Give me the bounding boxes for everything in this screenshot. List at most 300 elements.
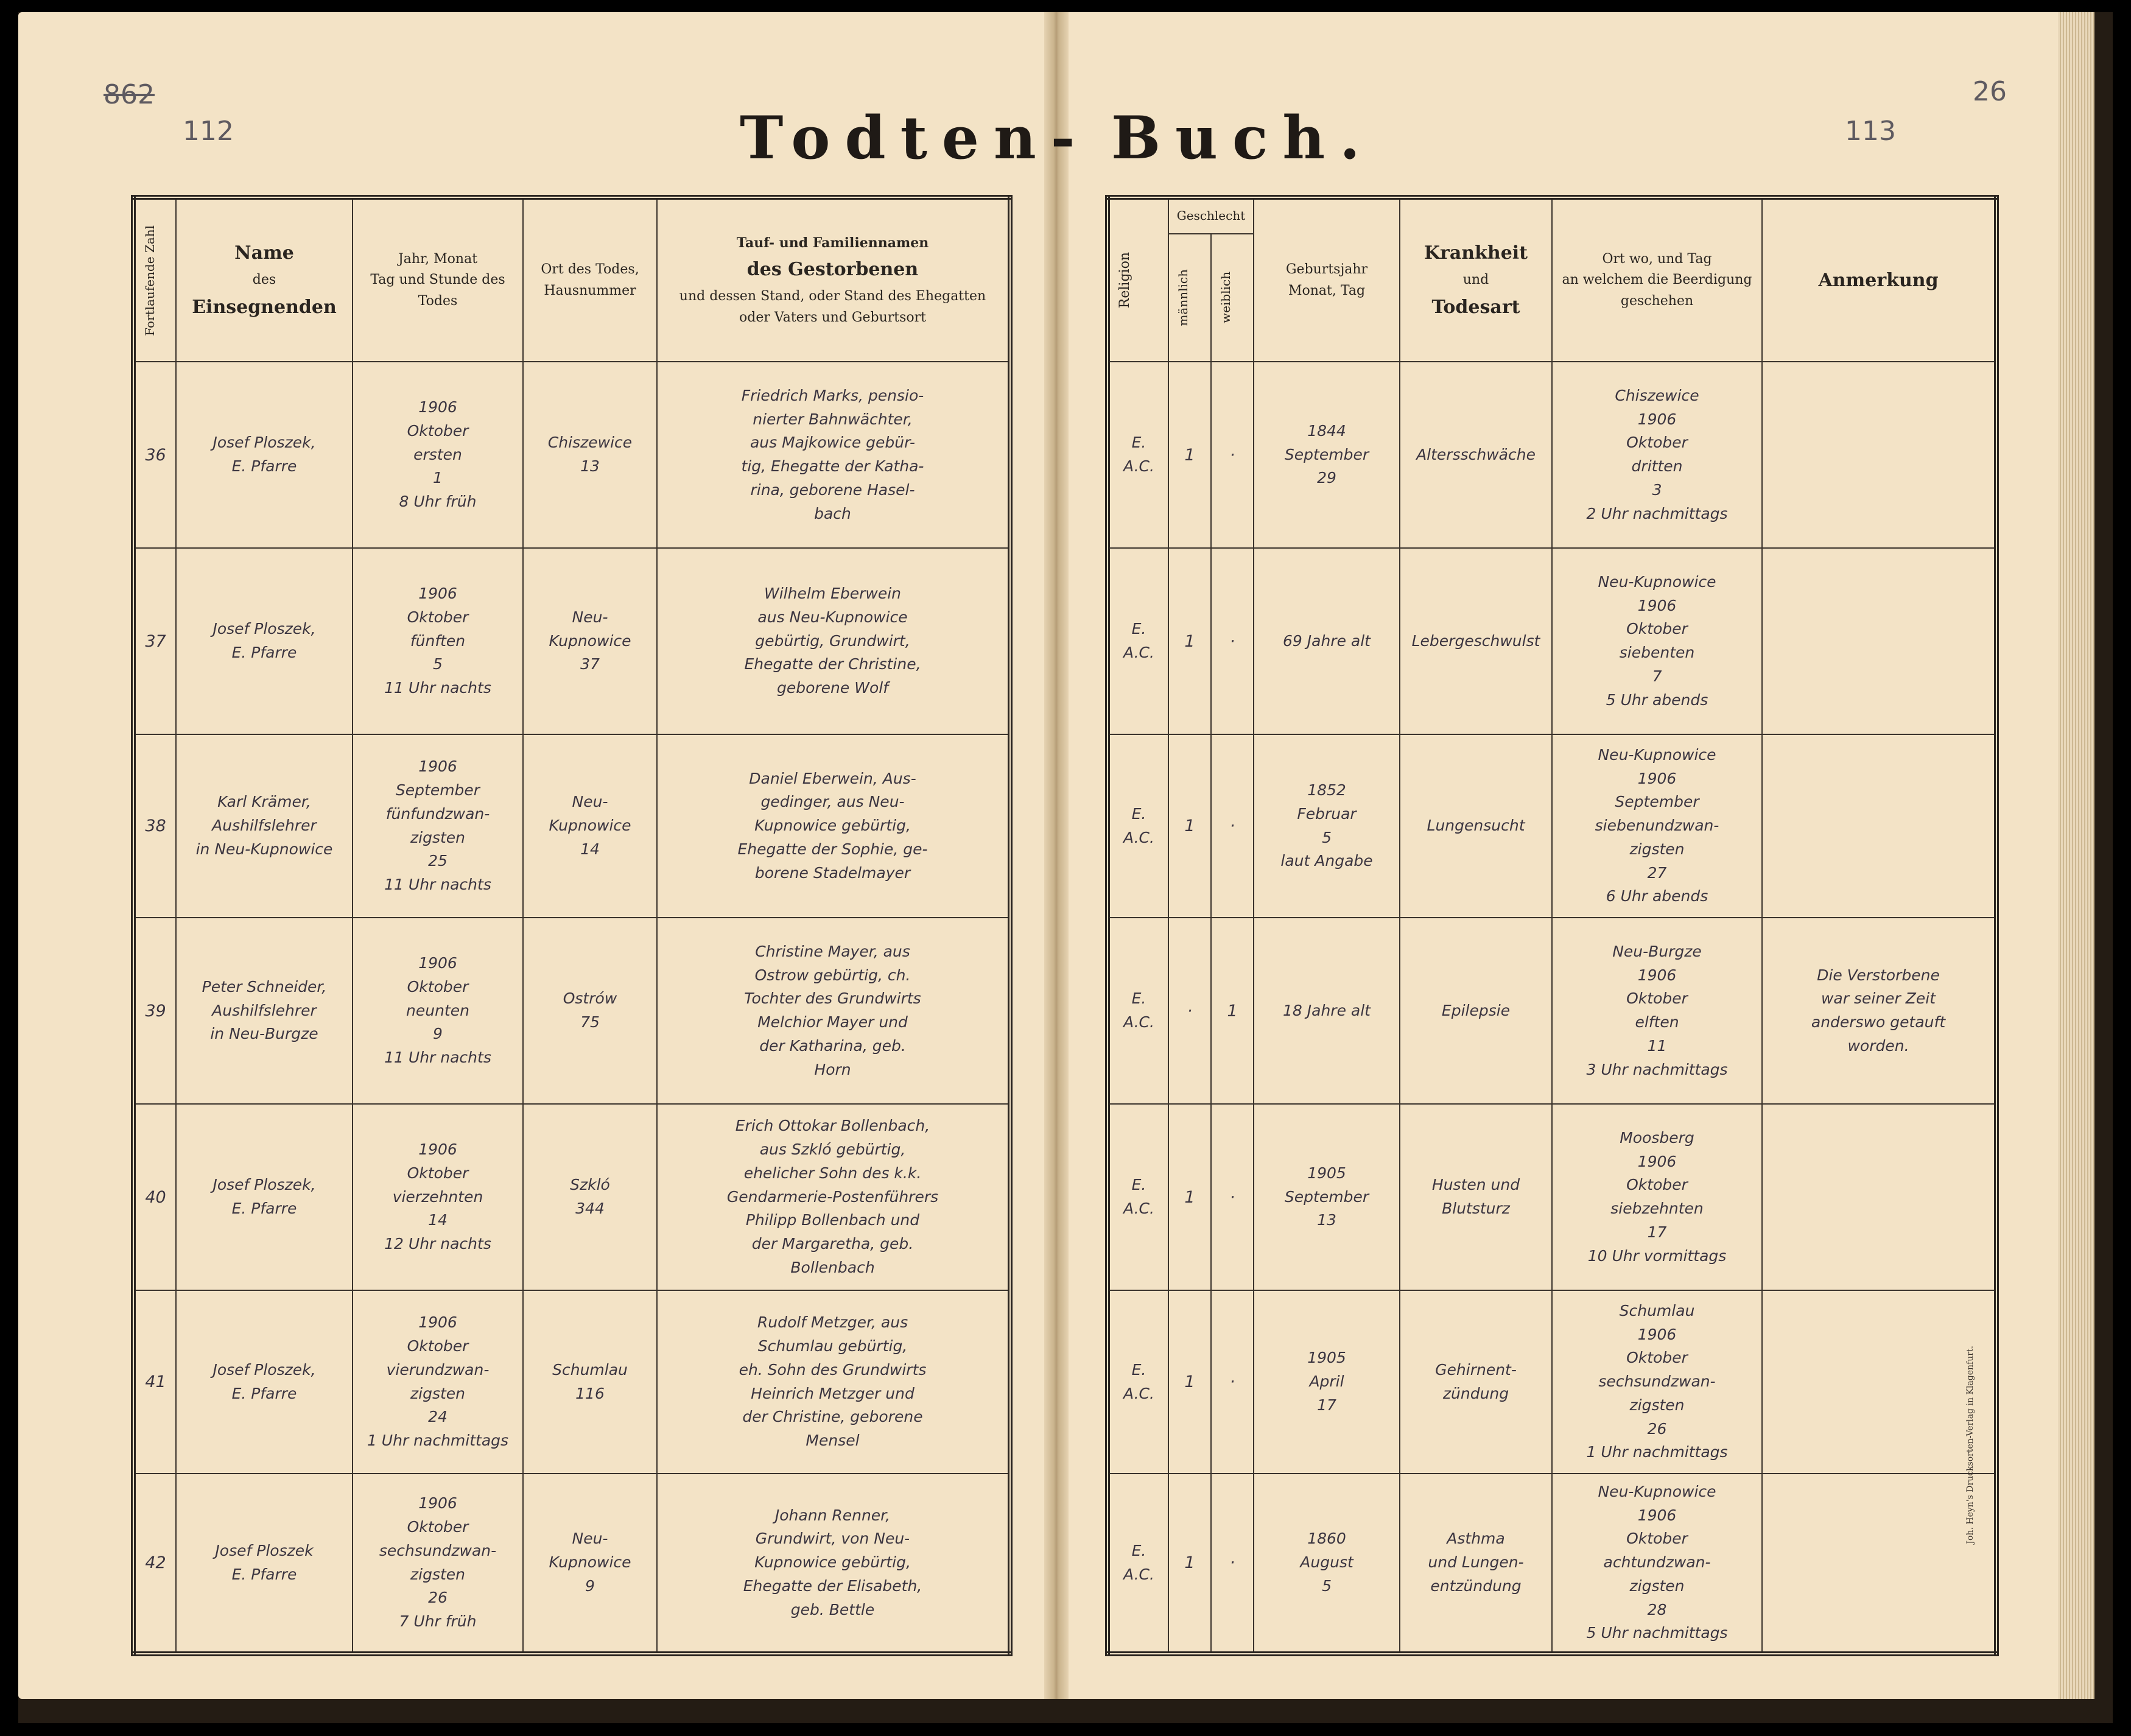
line: Kupnowice gebürtig, [754, 817, 911, 835]
line: 6 Uhr abends [1606, 887, 1708, 905]
female-cell: · [1211, 1104, 1254, 1290]
remark-cell [1762, 734, 1996, 918]
line: fünfundzwan- [385, 804, 490, 823]
death-place-cell [523, 362, 657, 548]
line: 1844 [1307, 421, 1346, 440]
line: Oktober [407, 421, 469, 440]
remark-cell [1762, 548, 1996, 734]
line: 2 Uhr nachmittags [1586, 504, 1728, 522]
birth-cell [1254, 918, 1400, 1104]
line: in Neu-Burgze [210, 1025, 318, 1043]
deceased-cell [657, 548, 1010, 734]
line: siebzehnten [1610, 1200, 1704, 1218]
line: Ostrów [563, 989, 617, 1008]
line: Peter Schneider, [202, 977, 327, 996]
line: 69 Jahre alt [1283, 631, 1371, 650]
line: Ostrow gebürtig, ch. [754, 966, 911, 984]
line: zigsten [1629, 1576, 1685, 1595]
burial-cell [1552, 734, 1762, 918]
line: und Lungen- [1428, 1553, 1524, 1572]
page-title-left: Todten- [740, 104, 1090, 172]
line: Erich Ottokar Bollenbach, [735, 1117, 930, 1135]
line: 1906 [1637, 1506, 1677, 1524]
line: 1906 [1637, 1325, 1677, 1343]
line: laut Angabe [1280, 852, 1373, 870]
line: 28 [1647, 1600, 1667, 1618]
header-death-date: Jahr, Monat Tag und Stunde des Todes [353, 197, 523, 362]
header-count: Fortlaufende Zahl [133, 197, 176, 362]
table-row [133, 1290, 1010, 1474]
line: 1 [433, 469, 443, 487]
line: Oktober [407, 1337, 469, 1355]
death-date-cell [353, 1474, 523, 1654]
death-date-cell [353, 362, 523, 548]
line: elften [1635, 1013, 1679, 1031]
line: 116 [575, 1384, 605, 1402]
folio-left: 112 [183, 116, 234, 147]
line: achtundzwan- [1603, 1553, 1711, 1572]
line: siebenten [1619, 644, 1695, 662]
death-date-cell [353, 548, 523, 734]
line: Chiszewice [547, 434, 633, 452]
table-row [133, 918, 1010, 1104]
illness-cell [1400, 918, 1552, 1104]
line: 1906 [418, 1140, 457, 1159]
entry-number: 40 [133, 1104, 176, 1290]
line: bach [814, 504, 851, 522]
line: A.C. [1123, 457, 1154, 476]
line: Josef Ploszek [215, 1541, 314, 1559]
line: Szkló [570, 1176, 610, 1194]
line: entzündung [1430, 1576, 1522, 1595]
line: worden. [1847, 1036, 1909, 1055]
line: aus Szkló gebürtig, [759, 1140, 906, 1159]
religion-cell [1108, 1290, 1168, 1474]
remark-cell [1762, 1290, 1996, 1474]
death-place-cell [523, 1104, 657, 1290]
line: 75 [580, 1013, 600, 1031]
line: Ehegatte der Elisabeth, [743, 1576, 922, 1595]
female-cell: 1 [1211, 918, 1254, 1104]
header-male: männlich [1168, 234, 1211, 362]
line: Lebergeschwulst [1411, 631, 1540, 650]
line: Daniel Eberwein, Aus- [749, 769, 916, 787]
line: 7 [1652, 667, 1662, 685]
death-place-cell [523, 548, 657, 734]
female-cell: · [1211, 1290, 1254, 1474]
line: Husten und [1431, 1176, 1520, 1194]
line: 27 [1647, 863, 1667, 882]
line: 3 Uhr nachmittags [1586, 1060, 1728, 1078]
female-cell: · [1211, 362, 1254, 548]
line: Ehegatte der Sophie, ge- [737, 840, 928, 858]
line: neunten [406, 1001, 469, 1019]
table-row [133, 734, 1010, 918]
line: 5 Uhr nachmittags [1586, 1624, 1728, 1642]
male-cell: · [1168, 918, 1211, 1104]
entry-number: 36 [133, 362, 176, 548]
header-burial: Ort wo, und Tag an welchem die Beerdigung geschehen [1552, 197, 1762, 362]
birth-cell [1254, 1104, 1400, 1290]
death-date-cell [353, 1290, 523, 1474]
line: 1906 [1637, 410, 1677, 428]
male-cell: 1 [1168, 362, 1211, 548]
illness-cell [1400, 548, 1552, 734]
remark-cell [1762, 1104, 1996, 1290]
line: Josef Ploszek, [212, 620, 316, 638]
register-table-left [131, 195, 1013, 1656]
line: Gehirnent- [1435, 1360, 1517, 1379]
line: siebenundzwan- [1595, 817, 1719, 835]
remark-cell [1762, 918, 1996, 1104]
line: A.C. [1123, 1565, 1154, 1583]
line: 1906 [1637, 1152, 1677, 1170]
entry-number: 38 [133, 734, 176, 918]
line: E. [1131, 620, 1146, 638]
line: Mensel [806, 1432, 860, 1450]
folio-right: 113 [1845, 116, 1896, 147]
line: Chiszewice [1615, 386, 1699, 404]
line: 1852 [1307, 781, 1346, 799]
line: 1906 [418, 585, 457, 603]
religion-cell [1108, 1474, 1168, 1654]
line: 24 [428, 1408, 448, 1426]
line: E. Pfarre [231, 1565, 297, 1583]
line: ehelicher Sohn des k.k. [743, 1164, 922, 1182]
line: 1905 [1307, 1164, 1346, 1182]
line: E. Pfarre [231, 457, 297, 476]
death-place-cell [523, 1290, 657, 1474]
line: 1860 [1307, 1530, 1346, 1548]
line: Aushilfslehrer [212, 817, 317, 835]
line: 18 Jahre alt [1283, 1001, 1371, 1019]
line: sechsundzwan- [1598, 1372, 1716, 1391]
line: E. [1131, 434, 1146, 452]
line: Heinrich Metzger und [751, 1384, 915, 1402]
illness-cell [1400, 1474, 1552, 1654]
male-cell: 1 [1168, 734, 1211, 918]
header-illness: Krankheit und Todesart [1400, 197, 1552, 362]
line: Oktober [1626, 1176, 1688, 1194]
religion-cell [1108, 918, 1168, 1104]
line: Oktober [1626, 620, 1688, 638]
table-row [133, 1104, 1010, 1290]
deceased-cell [657, 734, 1010, 918]
line: 9 [433, 1025, 443, 1043]
line: 14 [580, 840, 600, 858]
line: A.C. [1123, 828, 1154, 846]
line: Blutsturz [1442, 1200, 1510, 1218]
line: rina, geborene Hasel- [750, 480, 915, 499]
header-death-place: Ort des Todes, Hausnummer [523, 197, 657, 362]
line: 26 [428, 1589, 448, 1607]
deceased-cell [657, 362, 1010, 548]
burial-cell [1552, 1474, 1762, 1654]
line: 17 [1317, 1396, 1336, 1414]
illness-cell [1400, 1290, 1552, 1474]
page-edges [2058, 12, 2094, 1699]
line: E. [1131, 1360, 1146, 1379]
line: September [395, 781, 480, 799]
line: zigsten [410, 828, 465, 846]
table-row [1108, 1104, 1996, 1290]
line: 1906 [418, 398, 457, 416]
officiant-cell [176, 548, 353, 734]
line: 344 [575, 1200, 605, 1218]
line: sechsundzwan- [379, 1541, 497, 1559]
line: zigsten [1629, 1396, 1685, 1414]
line: 13 [1317, 1211, 1336, 1229]
line: nierter Bahnwächter, [753, 410, 913, 428]
female-cell: · [1211, 1474, 1254, 1654]
line: 10 Uhr vormittags [1587, 1246, 1727, 1265]
officiant-cell [176, 918, 353, 1104]
line: der Margaretha, geb. [751, 1235, 914, 1253]
line: 25 [428, 852, 448, 870]
line: Friedrich Marks, pensio- [741, 386, 924, 404]
officiant-cell [176, 1104, 353, 1290]
death-place-cell [523, 918, 657, 1104]
register-table-right [1105, 195, 1999, 1656]
line: 3 [1652, 480, 1662, 499]
remark-cell [1762, 362, 1996, 548]
entry-number: 39 [133, 918, 176, 1104]
line: Neu- [572, 793, 608, 811]
death-date-cell [353, 1104, 523, 1290]
table-row [133, 1474, 1010, 1654]
line: war seiner Zeit [1820, 989, 1936, 1008]
line: 1 Uhr nachmittags [1586, 1443, 1728, 1461]
line: eh. Sohn des Grundwirts [739, 1360, 927, 1379]
line: Oktober [1626, 1349, 1688, 1367]
line: E. [1131, 1541, 1146, 1559]
line: Kupnowice [549, 817, 631, 835]
line: Die Verstorbene [1817, 966, 1940, 984]
line: E. [1131, 1176, 1146, 1194]
line: Kupnowice gebürtig, [754, 1553, 911, 1572]
line: Neu- [572, 1530, 608, 1548]
line: Oktober [407, 1164, 469, 1182]
deceased-cell [657, 1290, 1010, 1474]
table-row [1108, 1474, 1996, 1654]
female-cell: · [1211, 548, 1254, 734]
female-cell: · [1211, 734, 1254, 918]
birth-cell [1254, 548, 1400, 734]
line: Asthma [1447, 1530, 1505, 1548]
table-row [1108, 548, 1996, 734]
religion-cell [1108, 548, 1168, 734]
line: 17 [1647, 1223, 1667, 1241]
line: Aushilfslehrer [212, 1001, 317, 1019]
burial-cell [1552, 1290, 1762, 1474]
line: 1905 [1307, 1349, 1346, 1367]
burial-cell [1552, 548, 1762, 734]
line: 1906 [1637, 769, 1677, 787]
line: Lungensucht [1427, 817, 1525, 835]
death-place-cell [523, 1474, 657, 1654]
line: Karl Krämer, [217, 793, 311, 811]
line: September [1284, 445, 1369, 463]
line: in Neu-Kupnowice [195, 840, 333, 858]
line: 13 [580, 457, 600, 476]
line: Josef Ploszek, [212, 1176, 316, 1194]
line: Johann Renner, [774, 1506, 891, 1524]
death-place-cell [523, 734, 657, 918]
line: geb. Bettle [790, 1600, 875, 1618]
line: Schumlau gebürtig, [757, 1337, 908, 1355]
line: E. [1131, 804, 1146, 823]
religion-cell [1108, 734, 1168, 918]
line: Oktober [407, 977, 469, 996]
burial-cell [1552, 918, 1762, 1104]
line: A.C. [1123, 1200, 1154, 1218]
line: Josef Ploszek, [212, 434, 316, 452]
line: 1 Uhr nachmittags [367, 1432, 509, 1450]
line: geborene Wolf [776, 679, 888, 697]
line: Oktober [407, 608, 469, 626]
birth-cell [1254, 1290, 1400, 1474]
line: September [1284, 1187, 1369, 1206]
line: A.C. [1123, 1013, 1154, 1031]
line: Grundwirt, von Neu- [755, 1530, 910, 1548]
line: anderswo getauft [1811, 1013, 1946, 1031]
birth-cell [1254, 362, 1400, 548]
deceased-cell [657, 1104, 1010, 1290]
line: Altersschwäche [1416, 445, 1536, 463]
line: A.C. [1123, 644, 1154, 662]
deceased-cell [657, 918, 1010, 1104]
line: Tochter des Grundwirts [744, 989, 921, 1008]
table-row [1108, 362, 1996, 548]
male-cell: 1 [1168, 1290, 1211, 1474]
line: August [1300, 1553, 1353, 1572]
line: 1906 [418, 1494, 457, 1513]
line: Bollenbach [790, 1258, 875, 1276]
table-row [1108, 734, 1996, 918]
birth-cell [1254, 734, 1400, 918]
folio-left-old: 862 [104, 79, 155, 110]
line: Oktober [407, 1518, 469, 1536]
line: vierzehnten [392, 1187, 483, 1206]
officiant-cell [176, 362, 353, 548]
line: Philipp Bollenbach und [745, 1211, 920, 1229]
line: Neu-Kupnowice [1598, 572, 1716, 591]
line: 5 [1322, 1576, 1332, 1595]
line: 26 [1647, 1419, 1667, 1438]
line: vierundzwan- [386, 1360, 490, 1379]
line: Rudolf Metzger, aus [757, 1313, 908, 1332]
male-cell: 1 [1168, 548, 1211, 734]
line: E. Pfarre [231, 644, 297, 662]
male-cell: 1 [1168, 1104, 1211, 1290]
header-birth: Geburtsjahr Monat, Tag [1254, 197, 1400, 362]
line: 9 [585, 1576, 595, 1595]
death-date-cell [353, 918, 523, 1104]
line: 5 [433, 655, 443, 673]
header-remark: Anmerkung [1762, 197, 1996, 362]
line: 12 Uhr nachts [384, 1235, 491, 1253]
line: aus Majkowice gebür- [750, 434, 916, 452]
religion-cell [1108, 362, 1168, 548]
officiant-cell [176, 734, 353, 918]
line: 11 [1647, 1036, 1667, 1055]
folio-right-old: 26 [1973, 76, 2007, 107]
line: Kupnowice [549, 631, 631, 650]
line: tig, Ehegatte der Katha- [741, 457, 924, 476]
illness-cell [1400, 362, 1552, 548]
header-female: weiblich [1211, 234, 1254, 362]
line: 8 Uhr früh [399, 493, 477, 511]
line: 11 Uhr nachts [384, 876, 491, 894]
line: 1906 [418, 954, 457, 972]
line: 7 Uhr früh [399, 1612, 477, 1631]
line: 1906 [418, 1313, 457, 1332]
line: Kupnowice [549, 1553, 631, 1572]
line: 11 Uhr nachts [384, 679, 491, 697]
line: Neu- [572, 608, 608, 626]
line: 29 [1317, 469, 1336, 487]
header-sex: Geschlecht [1168, 197, 1254, 234]
table-row [133, 362, 1010, 548]
line: 1906 [418, 757, 457, 776]
header-deceased: Tauf- und Familiennamen des Gestorbenen und dessen Stand, oder Stand des Ehegatten oder Vaters und Geburtsort [657, 197, 1010, 362]
line: 5 Uhr abends [1606, 691, 1708, 709]
line: Neu-Kupnowice [1598, 745, 1716, 764]
page-title-right: Buch. [1111, 104, 1375, 172]
line: E. Pfarre [231, 1384, 297, 1402]
religion-cell [1108, 1104, 1168, 1290]
line: zündung [1442, 1384, 1509, 1402]
line: Moosberg [1620, 1128, 1694, 1147]
line: Neu-Kupnowice [1598, 1482, 1716, 1500]
burial-cell [1552, 1104, 1762, 1290]
line: Josef Ploszek, [212, 1360, 316, 1379]
line: Horn [814, 1060, 851, 1078]
illness-cell [1400, 1104, 1552, 1290]
remark-cell [1762, 1474, 1996, 1654]
line: Melchior Mayer und [757, 1013, 908, 1031]
line: 11 Uhr nachts [384, 1049, 491, 1067]
line: Epilepsie [1441, 1001, 1511, 1019]
line: der Katharina, geb. [759, 1036, 906, 1055]
line: Februar [1297, 804, 1357, 823]
book-gutter [1044, 12, 1069, 1699]
table-row [1108, 918, 1996, 1104]
line: 1906 [1637, 596, 1677, 614]
table-row [133, 548, 1010, 734]
line: Ehegatte der Christine, [744, 655, 921, 673]
line: Schumlau [552, 1360, 628, 1379]
line: Christine Mayer, aus [755, 942, 910, 960]
line: 37 [580, 655, 600, 673]
header-religion: Religion [1108, 197, 1168, 362]
header-officiant: Name des Einsegnenden [176, 197, 353, 362]
line: gebürtig, Grundwirt, [755, 631, 910, 650]
line: dritten [1631, 457, 1683, 476]
line: Wilhelm Eberwein [764, 585, 902, 603]
burial-cell [1552, 362, 1762, 548]
line: zigsten [410, 1384, 465, 1402]
male-cell: 1 [1168, 1474, 1211, 1654]
entry-number: 42 [133, 1474, 176, 1654]
entry-number: 37 [133, 548, 176, 734]
line: E. Pfarre [231, 1200, 297, 1218]
line: zigsten [1629, 840, 1685, 858]
deceased-cell [657, 1474, 1010, 1654]
line: der Christine, geborene [742, 1408, 923, 1426]
entry-number: 41 [133, 1290, 176, 1474]
line: Schumlau [1619, 1301, 1695, 1320]
